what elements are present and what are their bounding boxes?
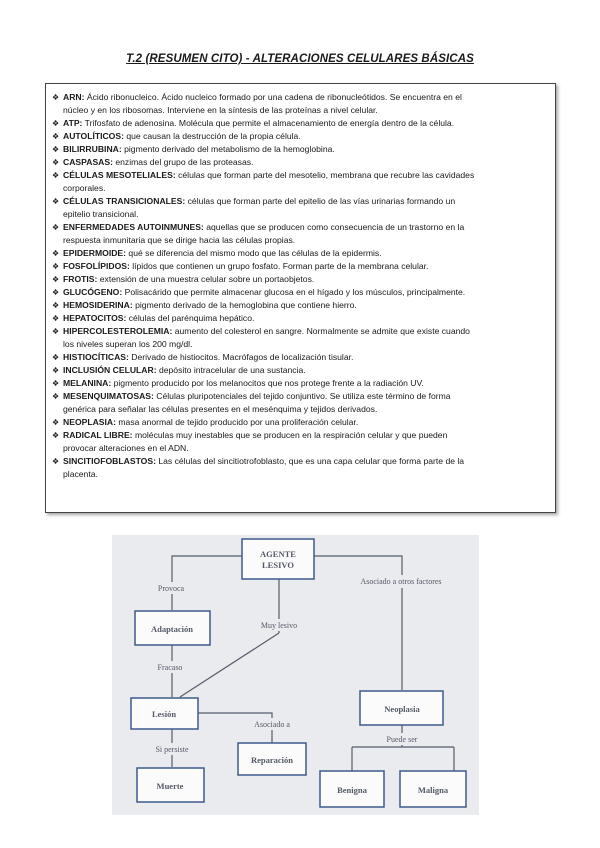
diamond-bullet-icon: ❖ <box>52 353 60 362</box>
diamond-bullet-icon: ❖ <box>52 379 60 388</box>
glossary-definition: provocar alteraciones en el ADN. <box>63 443 189 453</box>
glossary-entry <box>52 169 547 195</box>
diamond-bullet-icon: ❖ <box>52 418 60 427</box>
glossary-term: NEOPLASIA: <box>63 417 116 427</box>
maligna-label: Maligna <box>417 785 449 795</box>
glossary-definition: qué se diferencia del mismo modo que las células de la epidermis. <box>128 248 382 258</box>
glossary-term: EPIDERMOIDE: <box>63 248 127 258</box>
edge-label-provoca: Provoca <box>157 584 185 593</box>
glossary-term: ARN: <box>63 92 85 102</box>
diamond-bullet-icon: ❖ <box>52 366 60 375</box>
glossary-entry <box>52 260 547 273</box>
diamond-bullet-icon: ❖ <box>52 93 60 102</box>
muerte-label: Muerte <box>156 781 184 791</box>
glossary-definition: aumento del colesterol en sangre. Normalmente se admite que existe cuando <box>174 326 470 336</box>
glossary-definition: Células pluripotenciales del tejido conjuntivo. Se utiliza este término de forma <box>156 391 451 401</box>
glossary-term: HEPATOCITOS: <box>63 313 127 323</box>
glossary-entry <box>52 364 547 377</box>
diamond-bullet-icon: ❖ <box>52 223 60 232</box>
page-title: T.2 (RESUMEN CITO) - ALTERACIONES CELULARES BÁSICAS <box>126 53 474 65</box>
edge-label-muy-lesivo: Muy lesivo <box>260 621 298 630</box>
glossary-term: HIPERCOLESTEROLEMIA: <box>63 326 173 336</box>
edge-label-asociado: Asociado a otros factores <box>360 577 442 586</box>
diamond-bullet-icon: ❖ <box>52 327 60 336</box>
glossary-entry <box>52 455 547 481</box>
glossary-entry <box>52 156 547 169</box>
glossary-entry <box>52 325 547 351</box>
glossary-term: BILIRRUBINA: <box>63 144 122 154</box>
edge-label-si-persiste: Si persiste <box>155 745 189 754</box>
glossary-term: MELANINA: <box>63 378 112 388</box>
glossary-entry <box>52 247 547 260</box>
glossary-definition: corporales. <box>63 183 106 193</box>
glossary-definition: epitelio transicional. <box>63 209 139 219</box>
glossary-definition: extensión de una muestra celular sobre un portaobjetos. <box>99 274 315 284</box>
glossary-definition: genérica para señalar las células presentes en el mesénquima y tejidos derivados. <box>63 404 378 414</box>
cell-alteration-diagram <box>112 535 479 815</box>
glossary-entry <box>52 390 547 416</box>
glossary-box <box>45 83 556 513</box>
glossary-entry <box>52 117 547 130</box>
glossary-definition: que causan la destrucción de la propia célula. <box>126 131 301 141</box>
glossary-definition: depósito intracelular de una sustancia. <box>158 365 306 375</box>
glossary-definition: Las células del sincitiotrofoblasto, que es una capa celular que forma parte de la <box>158 456 465 466</box>
edge-label-asociado-a: Asociado a <box>254 720 290 729</box>
diamond-bullet-icon: ❖ <box>52 457 60 466</box>
glossary-definition: Derivado de histiocitos. Macrófagos de localización tisular. <box>131 352 354 362</box>
glossary-entry <box>52 429 547 455</box>
glossary-term: CÉLULAS TRANSICIONALES: <box>63 196 186 206</box>
glossary-entry <box>52 221 547 247</box>
diamond-bullet-icon: ❖ <box>52 301 60 310</box>
glossary-entry <box>52 91 547 117</box>
glossary-definition: masa anormal de tejido producido por una proliferación celular. <box>118 417 359 427</box>
diamond-bullet-icon: ❖ <box>52 197 60 206</box>
edge-label-puede-ser: Puede ser <box>386 735 418 744</box>
glossary-entry <box>52 286 547 299</box>
glossary-term: INCLUSIÓN CELULAR: <box>63 365 157 375</box>
diamond-bullet-icon: ❖ <box>52 314 60 323</box>
adaptacion-label: Adaptación <box>150 624 194 634</box>
glossary-entry <box>52 312 547 325</box>
glossary-term: FOSFOLÍPIDOS: <box>63 261 130 271</box>
glossary-definition: moléculas muy inestables que se producen en la respiración celular y que pueden <box>134 430 448 440</box>
glossary-term: CASPASAS: <box>63 157 113 167</box>
glossary-term: FROTIS: <box>63 274 98 284</box>
glossary-entry <box>52 351 547 364</box>
glossary-definition: Ácido ribonucleico. Ácido nucleico formado por una cadena de ribonucleótidos. Se encuentra en el <box>86 92 462 102</box>
glossary-entry <box>52 195 547 221</box>
diamond-bullet-icon: ❖ <box>52 158 60 167</box>
lesion-label: Lesión <box>151 709 177 719</box>
diamond-bullet-icon: ❖ <box>52 145 60 154</box>
agent-label-line2: LESIVO <box>262 560 294 570</box>
glossary-definition: núcleo y en los ribosomas. Interviene en la síntesis de las proteínas a nivel celular. <box>63 105 378 115</box>
glossary-entry <box>52 130 547 143</box>
diamond-bullet-icon: ❖ <box>52 288 60 297</box>
glossary-term: RADICAL LIBRE: <box>63 430 133 440</box>
glossary-definition: pigmento derivado de la hemoglobina que contiene hierro. <box>135 300 357 310</box>
diamond-bullet-icon: ❖ <box>52 171 60 180</box>
edge-label-fracaso: Fracaso <box>157 663 183 672</box>
glossary-definition: células que forman parte del mesotelio, membrana que recubre las cavidades <box>178 170 475 180</box>
glossary-entry <box>52 143 547 156</box>
diagram-svg <box>112 535 479 815</box>
glossary-definition: aquellas que se producen como consecuencia de un trastorno en la <box>206 222 465 232</box>
box-agente-lesivo <box>242 539 314 579</box>
glossary-definition: enzimas del grupo de las proteasas. <box>115 157 254 167</box>
glossary-definition: pigmento producido por los melanocitos que nos protege frente a la radiación UV. <box>113 378 424 388</box>
glossary-entry <box>52 299 547 312</box>
glossary-definition: células del parénquima hepático. <box>128 313 255 323</box>
glossary-definition: placenta. <box>63 469 98 479</box>
glossary-term: ATP: <box>63 118 83 128</box>
glossary-term: GLUCÓGENO: <box>63 287 123 297</box>
diamond-bullet-icon: ❖ <box>52 249 60 258</box>
glossary-definition: los niveles superan los 200 mg/dl. <box>63 339 193 349</box>
diamond-bullet-icon: ❖ <box>52 275 60 284</box>
agent-label-line1: AGENTE <box>260 549 296 559</box>
glossary-definition: Trifosfato de adenosina. Molécula que permite el almacenamiento de energía dentro de la célula. <box>84 118 455 128</box>
glossary-entry <box>52 416 547 429</box>
glossary-term: HEMOSIDERINA: <box>63 300 133 310</box>
glossary-term: ENFERMEDADES AUTOINMUNES: <box>63 222 204 232</box>
glossary-term: MESENQUIMATOSAS: <box>63 391 154 401</box>
glossary-term: AUTOLÍTICOS: <box>63 131 124 141</box>
diamond-bullet-icon: ❖ <box>52 431 60 440</box>
glossary-term: SINCITIOFOBLASTOS: <box>63 456 156 466</box>
diamond-bullet-icon: ❖ <box>52 392 60 401</box>
glossary-definition: pigmento derivado del metabolismo de la hemoglobina. <box>124 144 335 154</box>
glossary-term: CÉLULAS MESOTELIALES: <box>63 170 176 180</box>
glossary-definition: células que forman parte del epitelio de las vías urinarias formando un <box>187 196 456 206</box>
reparacion-label: Reparación <box>250 755 294 765</box>
glossary-entry <box>52 273 547 286</box>
glossary-definition: lípidos que contienen un grupo fosfato. Forman parte de la membrana celular. <box>132 261 429 271</box>
glossary-definition: Polisacárido que permite almacenar glucosa en el hígado y los músculos, principalmente. <box>124 287 466 297</box>
neoplasia-label: Neoplasia <box>384 704 420 714</box>
glossary-entry <box>52 377 547 390</box>
glossary-definition: respuesta inmunitaria que se dirige hacia las células propias. <box>63 235 296 245</box>
benigna-label: Benigna <box>337 785 367 795</box>
glossary-term: HISTIOCÍTICAS: <box>63 352 129 362</box>
diamond-bullet-icon: ❖ <box>52 119 60 128</box>
diamond-bullet-icon: ❖ <box>52 262 60 271</box>
diamond-bullet-icon: ❖ <box>52 132 60 141</box>
